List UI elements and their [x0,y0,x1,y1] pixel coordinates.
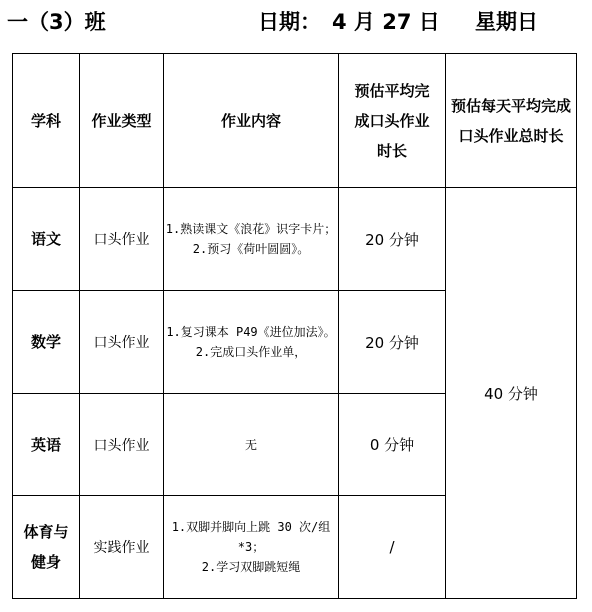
table-row [13,188,577,291]
column-header-type: 作业类型 [80,54,164,188]
content-cell [164,188,339,291]
content-cell [164,291,339,394]
type-cell: 口头作业 [80,291,164,394]
subject-cell: 数学 [13,291,80,394]
content-cell [164,496,339,599]
column-header-total: 预估每天平均完成口头作业总时长 [446,54,577,188]
subject-cell: 体育与健身 [13,496,80,599]
header [0,6,592,40]
date-value: 4 月 27 日 [332,10,440,34]
content-line: 1.熟读课文《浪花》识字卡片； [165,222,337,236]
duration-cell: / [339,496,446,599]
content-line: 1.双脚并脚向上跳 30 次/组*3； [171,520,331,554]
duration-cell: 0 分钟 [339,394,446,496]
weekday: 星期日 [475,10,538,34]
column-header-subject: 学科 [13,54,80,188]
table-header-row [13,54,577,188]
content-line: 2.完成口头作业单， [195,345,307,359]
type-cell: 口头作业 [80,188,164,291]
content-line: 2.预习《荷叶圆圆》。 [192,242,310,256]
type-cell: 口头作业 [80,394,164,496]
column-header-content: 作业内容 [164,54,339,188]
content-cell [164,394,339,496]
column-header-duration: 预估平均完成口头作业时长 [339,54,446,188]
date-label: 日期： [258,10,321,34]
type-cell: 实践作业 [80,496,164,599]
homework-table [12,53,577,599]
subject-cell: 英语 [13,394,80,496]
duration-cell: 20 分钟 [339,188,446,291]
content-line: 2.学习双脚跳短绳 [201,560,301,574]
duration-cell: 20 分钟 [339,291,446,394]
total-duration-cell: 40 分钟 [446,188,577,599]
content-line: 1.复习课本 P49《进位加法》。 [166,325,336,339]
content-line: 无 [244,437,257,452]
class-title: 一（3）班 [7,10,106,34]
subject-cell: 语文 [13,188,80,291]
